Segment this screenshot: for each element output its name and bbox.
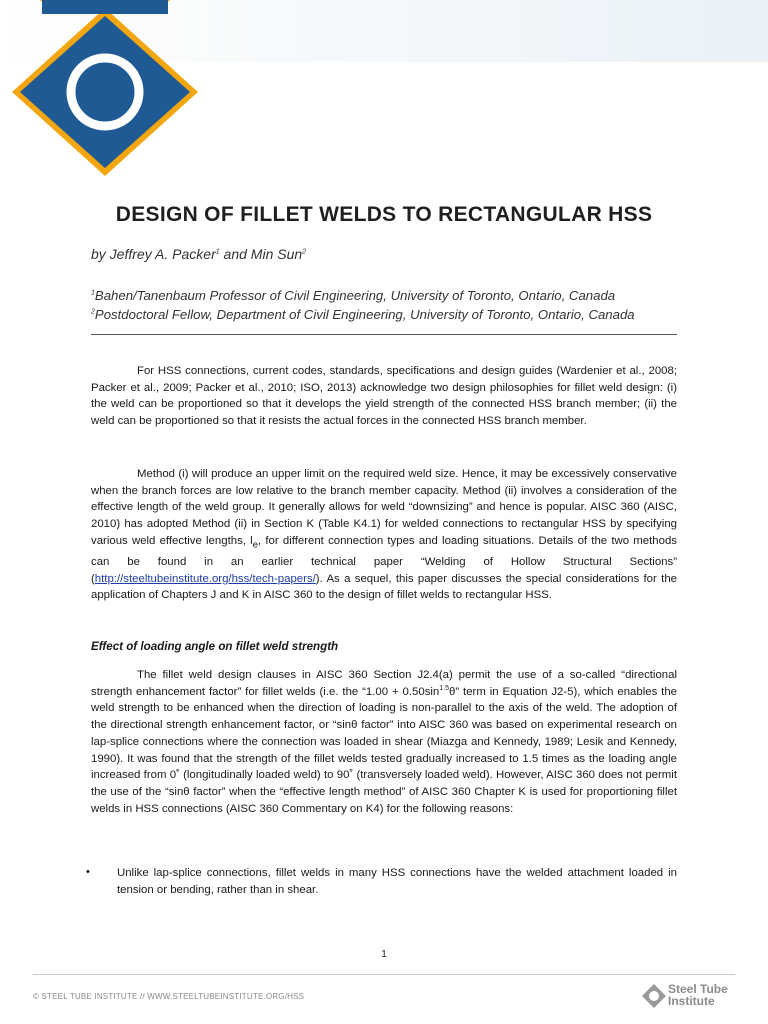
paragraph-intro: For HSS connections, current codes, standards, specifications and design guides (Wardenier et al., 2008; Packer et al., 2009; Packer et al., 2010; ISO, 2013) acknowledge two design philosophies for fillet weld design: (i) the weld can be proportioned so that it develops the yield strength of the connected HSS branch member; (ii) the weld can be proportioned so that it resists the actual forces in the connected HSS branch member. — [91, 365, 677, 428]
steel-tube-institute-logo — [0, 0, 210, 185]
footer-divider — [33, 974, 735, 975]
footer-logo-wordmark: Steel Tube Institute — [668, 982, 728, 1008]
tech-papers-link[interactable]: http://steeltubeinstitute.org/hss/tech-papers/ — [94, 572, 316, 585]
paragraph-methods: Method (i) will produce an upper limit on the required weld size. Hence, it may be excessively conservative when the branch forces are low relative to the branch member capacity. Method (ii) involves a consideration of the effective length of the weld group. It generally allows for weld “downsizing” and hence is popular. AISC 360 (AISC, 2010) has adopted Method (ii) in Section K (Table K4.1) for welded connections to rectangular HSS by specifying various weld effective lengths, $l_e$, for different connection types and loading situations. Details of the two methods can be found in an earlier technical paper “Welding of Hollow Structural Sections” (http://steeltubeinstitute.org/hss/tech-papers/). As a sequel, this paper discusses the special considerations for the application of Chapters J and K in AISC 360 to the design of fillet welds to rectangular HSS. — [91, 468, 677, 602]
page-number: 1 — [381, 949, 387, 960]
footer-text: © STEEL TUBE INSTITUTE // WWW.STEELTUBEINSTITUTE.ORG/HSS — [33, 992, 305, 1001]
affiliation-2: $^2$Postdoctoral Fellow, Department of Civil Engineering, University of Toronto, Ontario, Canada — [91, 307, 635, 322]
paragraph-loading-angle: The fillet weld design clauses in AISC 360 Section J2.4(a) permit the use of a so-called “directional strength enhancement factor” for fillet welds (i.e. the “$1.00 + 0.50\sin^{1.5}\theta$” term in Equation J2-5), which enables the weld strength to be enhanced when the direction of loading is non-parallel to the axis of the weld. The adoption of the directional strength enhancement factor, or “sinθ factor” into AISC 360 was based on experimental research on lap-splice connections where the connection was loaded in shear (Miazga and Kennedy, 1989; Lesik and Kennedy, 1990). It was found that the strength of the fillet welds tested gradually increased to 1.5 times as the loading angle increased from 0˚ (longitudinally loaded weld) to 90˚ (transversely loaded weld). However, AISC 360 does not permit the use of the “sinθ factor” when the “effective length method” of AISC 360 Chapter K is used for proportioning fillet welds in HSS connections (AISC 360 Commentary on K4) for the following reasons: — [91, 669, 678, 815]
section-heading: Effect of loading angle on fillet weld strength — [91, 640, 339, 653]
bullet-item: Unlike lap-splice connections, fillet welds in many HSS connections have the welded attachment loaded in tension or bending, rather than in shear. — [117, 867, 677, 896]
header-divider — [91, 334, 677, 335]
affiliation-1: $^1$Bahen/Tanenbaum Professor of Civil Engineering, University of Toronto, Ontario, Canada — [91, 288, 616, 303]
bullet-marker: • — [86, 866, 90, 878]
author-byline: by Jeffrey A. Packer$^1$ and Min Sun$^2$ — [91, 246, 307, 262]
document-title: DESIGN OF FILLET WELDS TO RECTANGULAR HSS — [115, 203, 653, 226]
